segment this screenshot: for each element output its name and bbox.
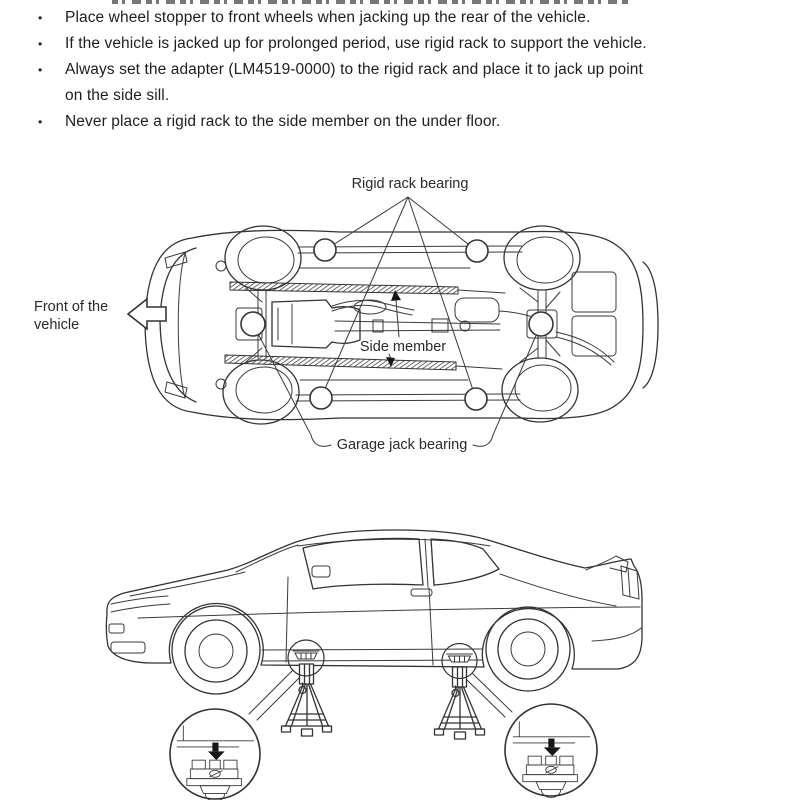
- label-front-of-vehicle-line2: vehicle: [34, 317, 80, 333]
- instruction-text: on the side sill.: [65, 87, 170, 104]
- instruction-text: Never place a rigid rack to the side member on the under floor.: [65, 113, 501, 130]
- instruction-text: Always set the adapter (LM4519-0000) to the rigid rack and place it to jack up point: [65, 61, 643, 78]
- label-garage-jack-bearing: Garage jack bearing: [336, 437, 468, 453]
- side-view-diagram: [0, 500, 800, 800]
- label-front-of-vehicle-line1: Front of the: [34, 299, 109, 315]
- instruction-list: [0, 5, 760, 135]
- clipped-text-remnant: [112, 0, 628, 4]
- adapter-front: [293, 651, 319, 659]
- rigid-rack-point: [466, 240, 488, 262]
- label-rigid-rack-bearing: Rigid rack bearing: [351, 176, 469, 192]
- rigid-rack-point: [314, 239, 336, 261]
- bullet-spacer: [38, 83, 65, 109]
- list-item-continuation: [0, 83, 760, 109]
- bullet-marker: •: [38, 11, 43, 25]
- instruction-text: If the vehicle is jacked up for prolonged period, use rigid rack to support the vehicle.: [65, 35, 647, 52]
- list-item: [0, 5, 760, 31]
- bullet-marker: •: [38, 115, 43, 129]
- garage-jack-point: [529, 312, 553, 336]
- inset-detail-right: [505, 704, 597, 798]
- rigid-rack-point: [310, 387, 332, 409]
- underside-diagram: [0, 160, 800, 465]
- side-member-arrows: [386, 290, 401, 367]
- label-side-member: Side member: [359, 339, 447, 355]
- rigid-rack-point: [465, 388, 487, 410]
- adapter-rear: [447, 654, 473, 662]
- inset-leader-lines: [249, 670, 512, 720]
- list-item: [0, 31, 760, 57]
- side-view-car-body: [106, 530, 642, 669]
- inset-detail-left: [170, 709, 260, 800]
- instruction-text: Place wheel stopper to front wheels when jacking up the rear of the vehicle.: [65, 9, 591, 26]
- garage-jack-point: [241, 312, 265, 336]
- bullet-marker: •: [38, 63, 43, 77]
- bullet-marker: •: [38, 37, 43, 51]
- list-item: [0, 57, 760, 83]
- underside-car-body: [145, 230, 658, 419]
- rigid-rack-front: [282, 664, 332, 736]
- list-item: [0, 109, 760, 135]
